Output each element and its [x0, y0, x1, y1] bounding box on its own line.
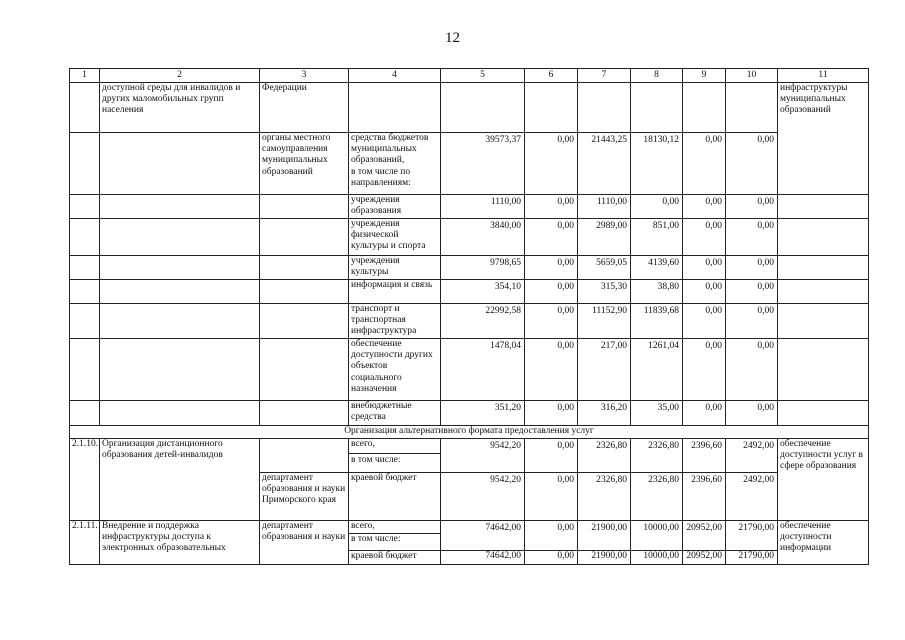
- year-value: 21790,00: [726, 551, 778, 565]
- executor-cell: департамент образования и науки Приморского края: [260, 473, 349, 521]
- total-cell: 74642,00: [441, 551, 525, 565]
- program-activities-table: [69, 68, 869, 565]
- year-value: 2396,60: [683, 439, 726, 473]
- year-value: 20952,00: [683, 551, 726, 565]
- year-value: 35,00: [631, 401, 683, 426]
- column-header: 8: [631, 69, 683, 83]
- total-cell: 3840,00: [441, 219, 525, 256]
- total-cell: 9798,65: [441, 256, 525, 280]
- year-value: 2326,80: [631, 439, 683, 473]
- year-value: 0,00: [726, 133, 778, 195]
- column-header: 10: [726, 69, 778, 83]
- table-row: [70, 280, 869, 304]
- table-row: [70, 439, 869, 473]
- year-value: 0,00: [726, 339, 778, 401]
- total-cell: 39573,37: [441, 133, 525, 195]
- executor-cell: органы местного самоуправления муниципальных образований: [260, 133, 349, 195]
- year-value: 0,00: [525, 133, 578, 195]
- section-row: [70, 426, 869, 439]
- funding-source-cell: информация и связь: [349, 280, 441, 304]
- year-value: 0,00: [683, 133, 726, 195]
- column-header: 3: [260, 69, 349, 83]
- year-value: 21790,00: [726, 521, 778, 551]
- year-value: 21900,00: [578, 551, 631, 565]
- year-value: 10000,00: [631, 551, 683, 565]
- page-number: 12: [445, 30, 460, 46]
- funding-source-cell: [349, 439, 441, 473]
- funding-source-cell: [349, 521, 441, 551]
- funding-source-cell: учреждения образования: [349, 195, 441, 219]
- funding-source-cell: краевой бюджет: [349, 473, 441, 521]
- year-value: 0,00: [525, 339, 578, 401]
- year-value: 0,00: [525, 473, 578, 521]
- funding-source-note: в том числе:: [351, 455, 401, 466]
- funding-source-cell: учреждения культуры: [349, 256, 441, 280]
- year-value: 20952,00: [683, 521, 726, 551]
- year-value: 11839,68: [631, 304, 683, 339]
- year-value: 315,30: [578, 280, 631, 304]
- year-value: 11152,90: [578, 304, 631, 339]
- column-header: 6: [525, 69, 578, 83]
- funding-source-cell: краевой бюджет: [349, 551, 441, 565]
- funding-source-cell: [349, 133, 441, 195]
- year-value: 0,00: [683, 256, 726, 280]
- item-code: 2.1.10.: [70, 439, 100, 521]
- activity-description: доступной среды для инвалидов и других маломобильных групп населения: [100, 83, 260, 133]
- total-cell: 1478,04: [441, 339, 525, 401]
- column-header: 4: [349, 69, 441, 83]
- year-value: 0,00: [683, 219, 726, 256]
- year-value: 21443,25: [578, 133, 631, 195]
- year-value: 0,00: [525, 551, 578, 565]
- table-row: [70, 83, 869, 133]
- result-cell: инфраструктуры муниципальных образований: [778, 83, 869, 195]
- funding-source-label: средства бюджетов муниципальных образований,: [351, 133, 429, 166]
- executor-cell: Федерации: [260, 83, 349, 133]
- year-value: 0,00: [726, 195, 778, 219]
- year-value: 0,00: [726, 256, 778, 280]
- year-value: 0,00: [525, 219, 578, 256]
- year-value: 21900,00: [578, 521, 631, 551]
- year-value: 2326,80: [578, 439, 631, 473]
- total-cell: 9542,20: [441, 439, 525, 473]
- year-value: 2396,60: [683, 473, 726, 521]
- activity-description: Внедрение и поддержка инфраструктуры доступа к электронных образовательных: [100, 521, 260, 565]
- result-cell: обеспечение доступности информации: [778, 521, 869, 565]
- funding-source-cell: обеспечение доступности других объектов социального назначения: [349, 339, 441, 401]
- year-value: 0,00: [726, 280, 778, 304]
- year-value: 316,20: [578, 401, 631, 426]
- total-cell: 354,10: [441, 280, 525, 304]
- table-row: [70, 401, 869, 426]
- year-value: 4139,60: [631, 256, 683, 280]
- year-value: 0,00: [525, 280, 578, 304]
- total-cell: 1110,00: [441, 195, 525, 219]
- year-value: 0,00: [683, 280, 726, 304]
- year-value: 0,00: [525, 401, 578, 426]
- column-header: 11: [778, 69, 869, 83]
- table-row: [70, 195, 869, 219]
- year-value: 18130,12: [631, 133, 683, 195]
- year-value: 1261,04: [631, 339, 683, 401]
- year-value: 2492,00: [726, 473, 778, 521]
- year-value: 851,00: [631, 219, 683, 256]
- column-number-row: [70, 69, 869, 83]
- year-value: 1110,00: [578, 195, 631, 219]
- executor-cell: департамент образования и науки: [260, 521, 349, 565]
- year-value: 0,00: [726, 304, 778, 339]
- item-code: 2.1.11.: [70, 521, 100, 565]
- year-value: 5659,05: [578, 256, 631, 280]
- section-title: Организация альтернативного формата предоставления услуг: [70, 426, 869, 439]
- year-value: 0,00: [683, 339, 726, 401]
- year-value: 38,80: [631, 280, 683, 304]
- year-value: 0,00: [525, 304, 578, 339]
- year-value: 0,00: [525, 195, 578, 219]
- table-row: [70, 304, 869, 339]
- year-value: 2326,80: [578, 473, 631, 521]
- funding-source-label: всего,: [351, 439, 375, 449]
- funding-source-cell: внебюджетные средства: [349, 401, 441, 426]
- activity-description: Организация дистанционного образования детей-инвалидов: [100, 439, 260, 521]
- total-cell: 351,20: [441, 401, 525, 426]
- column-header: 7: [578, 69, 631, 83]
- total-cell: 22992,58: [441, 304, 525, 339]
- funding-source-cell: учреждения физической культуры и спорта: [349, 219, 441, 256]
- total-cell: 74642,00: [441, 521, 525, 551]
- year-value: 0,00: [726, 219, 778, 256]
- year-value: 0,00: [683, 401, 726, 426]
- year-value: 0,00: [525, 439, 578, 473]
- year-value: 0,00: [726, 401, 778, 426]
- year-value: 2492,00: [726, 439, 778, 473]
- funding-source-note: в том числе по направлениям:: [351, 166, 411, 188]
- column-header: 1: [70, 69, 100, 83]
- funding-source-label: всего,: [351, 521, 375, 531]
- table-row: [70, 521, 869, 551]
- year-value: 0,00: [683, 195, 726, 219]
- column-header: 5: [441, 69, 525, 83]
- table-row: [70, 133, 869, 195]
- column-header: 9: [683, 69, 726, 83]
- year-value: 10000,00: [631, 521, 683, 551]
- column-header: 2: [100, 69, 260, 83]
- year-value: 0,00: [525, 521, 578, 551]
- funding-source-cell: транспорт и транспортная инфраструктура: [349, 304, 441, 339]
- year-value: 0,00: [683, 304, 726, 339]
- year-value: 2989,00: [578, 219, 631, 256]
- table-row: [70, 339, 869, 401]
- table-row: [70, 219, 869, 256]
- year-value: 2326,80: [631, 473, 683, 521]
- year-value: 217,00: [578, 339, 631, 401]
- table-row: [70, 256, 869, 280]
- year-value: 0,00: [525, 256, 578, 280]
- total-cell: 9542,20: [441, 473, 525, 521]
- funding-source-note: в том числе:: [351, 534, 401, 545]
- year-value: 0,00: [631, 195, 683, 219]
- result-cell: обеспечение доступности услуг в сфере образования: [778, 439, 869, 521]
